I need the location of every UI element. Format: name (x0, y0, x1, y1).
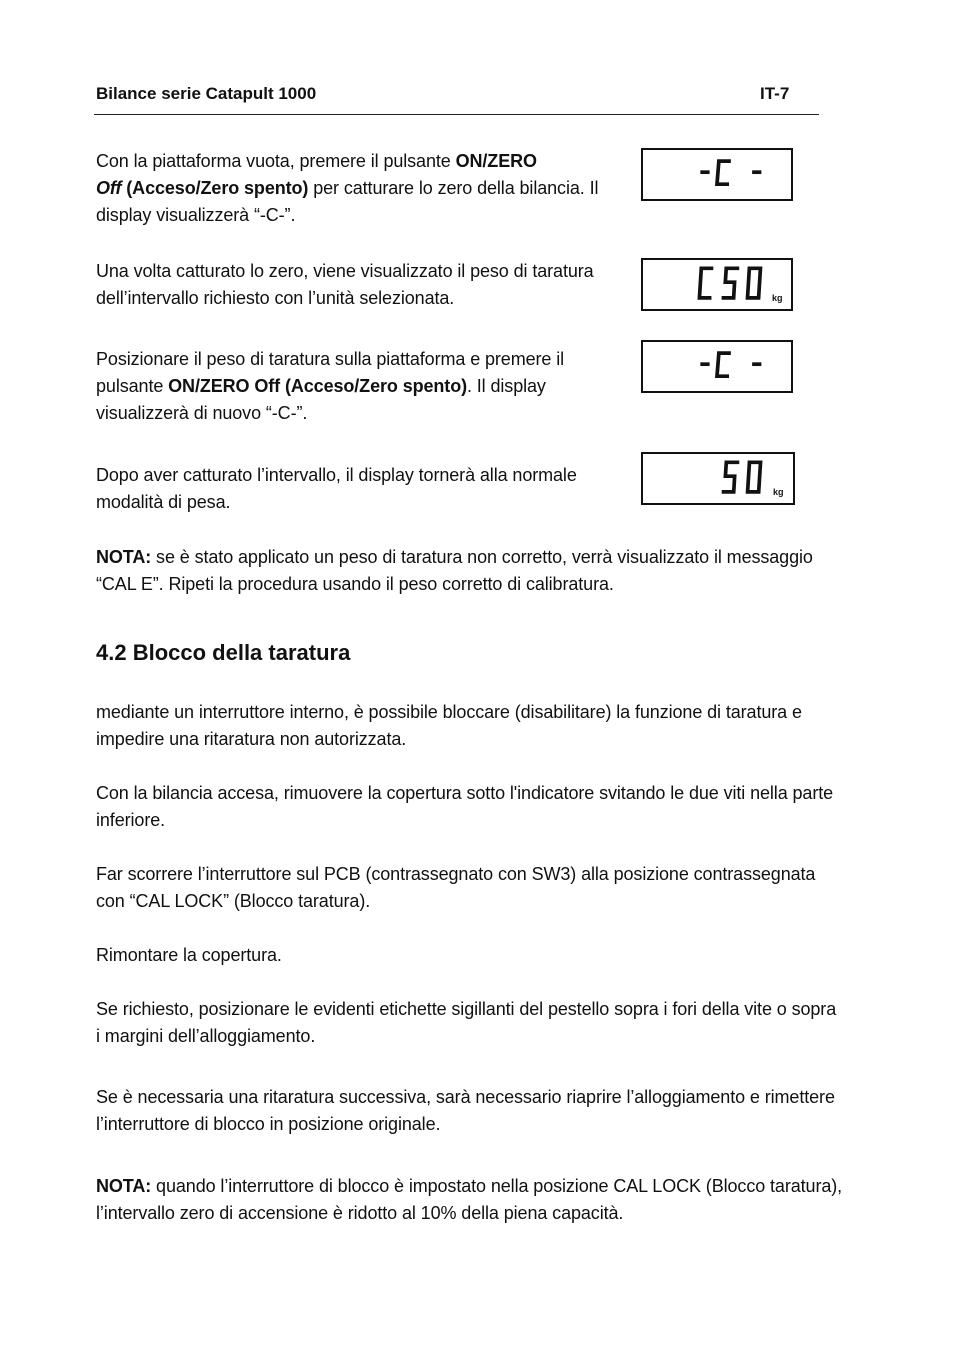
lcd-display-span-weight (641, 258, 793, 311)
header-rule (94, 114, 819, 115)
step-3-button: ON/ZERO Off (Acceso/Zero spento) (168, 376, 467, 396)
paragraph-refit-cover: Rimontare la copertura. (96, 945, 282, 965)
paragraph-intro: mediante un interruttore interno, è possibile bloccare (disabilitare) la funzione di taratura e impedire una ritaratura non autorizzata. (96, 702, 802, 749)
step-1-button-desc: (Acceso/Zero spento) (121, 178, 309, 198)
lcd-display-weigh-mode (641, 452, 795, 505)
paragraph-seal-labels: Se richiesto, posizionare le evidenti etichette sigillanti del pestello sopra i fori della vite o sopra i margini dell’alloggiamento. (96, 999, 837, 1046)
lcd-reading-50 (643, 454, 793, 503)
note-label: NOTA: (96, 1176, 152, 1196)
note-text: quando l’interruttore di blocco è impostato nella posizione CAL LOCK (Blocco taratura), l’intervallo zero di accensione è ridotto al 10% della piena capacità. (96, 1176, 843, 1223)
step-3-pre: Posizionare il peso di taratura sulla piattaforma e premere il pulsante (96, 349, 565, 396)
section-title: 4.2 Blocco della taratura (96, 640, 351, 665)
note-wrong-weight (96, 544, 836, 598)
unit-label: kg (772, 293, 783, 303)
step-1-button-off: Off (96, 178, 122, 198)
step-1-post: per catturare lo zero della bilancia. Il display visualizzerà “-C-”. (96, 178, 599, 225)
lcd-reading-dash-c-dash (643, 342, 791, 391)
note-cal-lock (96, 1173, 856, 1227)
unit-label: kg (773, 487, 784, 497)
step-3-post: . Il display visualizzerà di nuovo “-C-”. (96, 376, 546, 423)
paragraph-remove-cover: Con la bilancia accesa, rimuovere la copertura sotto l'indicatore svitando le due viti nella parte inferiore. (96, 783, 834, 830)
page-number: IT-7 (760, 84, 790, 103)
lcd-display-capture-span (641, 340, 793, 393)
step-1-button-name: ON/ZERO (455, 151, 537, 171)
paragraph-switch: Far scorrere l’interruttore sul PCB (contrassegnato con SW3) alla posizione contrassegnata con “CAL LOCK” (Blocco taratura). (96, 864, 816, 911)
step-4-text: Dopo aver catturato l’intervallo, il display tornerà alla normale modalità di pesa. (96, 465, 577, 512)
note-label: NOTA: (96, 547, 152, 567)
step-1-text (96, 148, 616, 229)
paragraph-recalibration: Se è necessaria una ritaratura successiva, sarà necessario riaprire l’alloggiamento e rimettere l’interruttore di blocco in posizione originale. (96, 1087, 835, 1134)
lcd-reading-dash-c-dash (643, 150, 791, 199)
step-1-pre: Con la piattaforma vuota, premere il pulsante (96, 151, 456, 171)
document-title: Bilance serie Catapult 1000 (96, 84, 317, 103)
lcd-reading-c50 (643, 260, 791, 309)
step-3-text (96, 346, 624, 427)
step-2-text: Una volta catturato lo zero, viene visualizzato il peso di taratura dell’intervallo richiesto con l’unità selezionata. (96, 261, 594, 308)
lcd-display-capture-zero (641, 148, 793, 201)
note-text: se è stato applicato un peso di taratura non corretto, verrà visualizzato il messaggio “CAL E”. Ripeti la procedura usando il peso corretto di calibratura. (96, 547, 813, 594)
